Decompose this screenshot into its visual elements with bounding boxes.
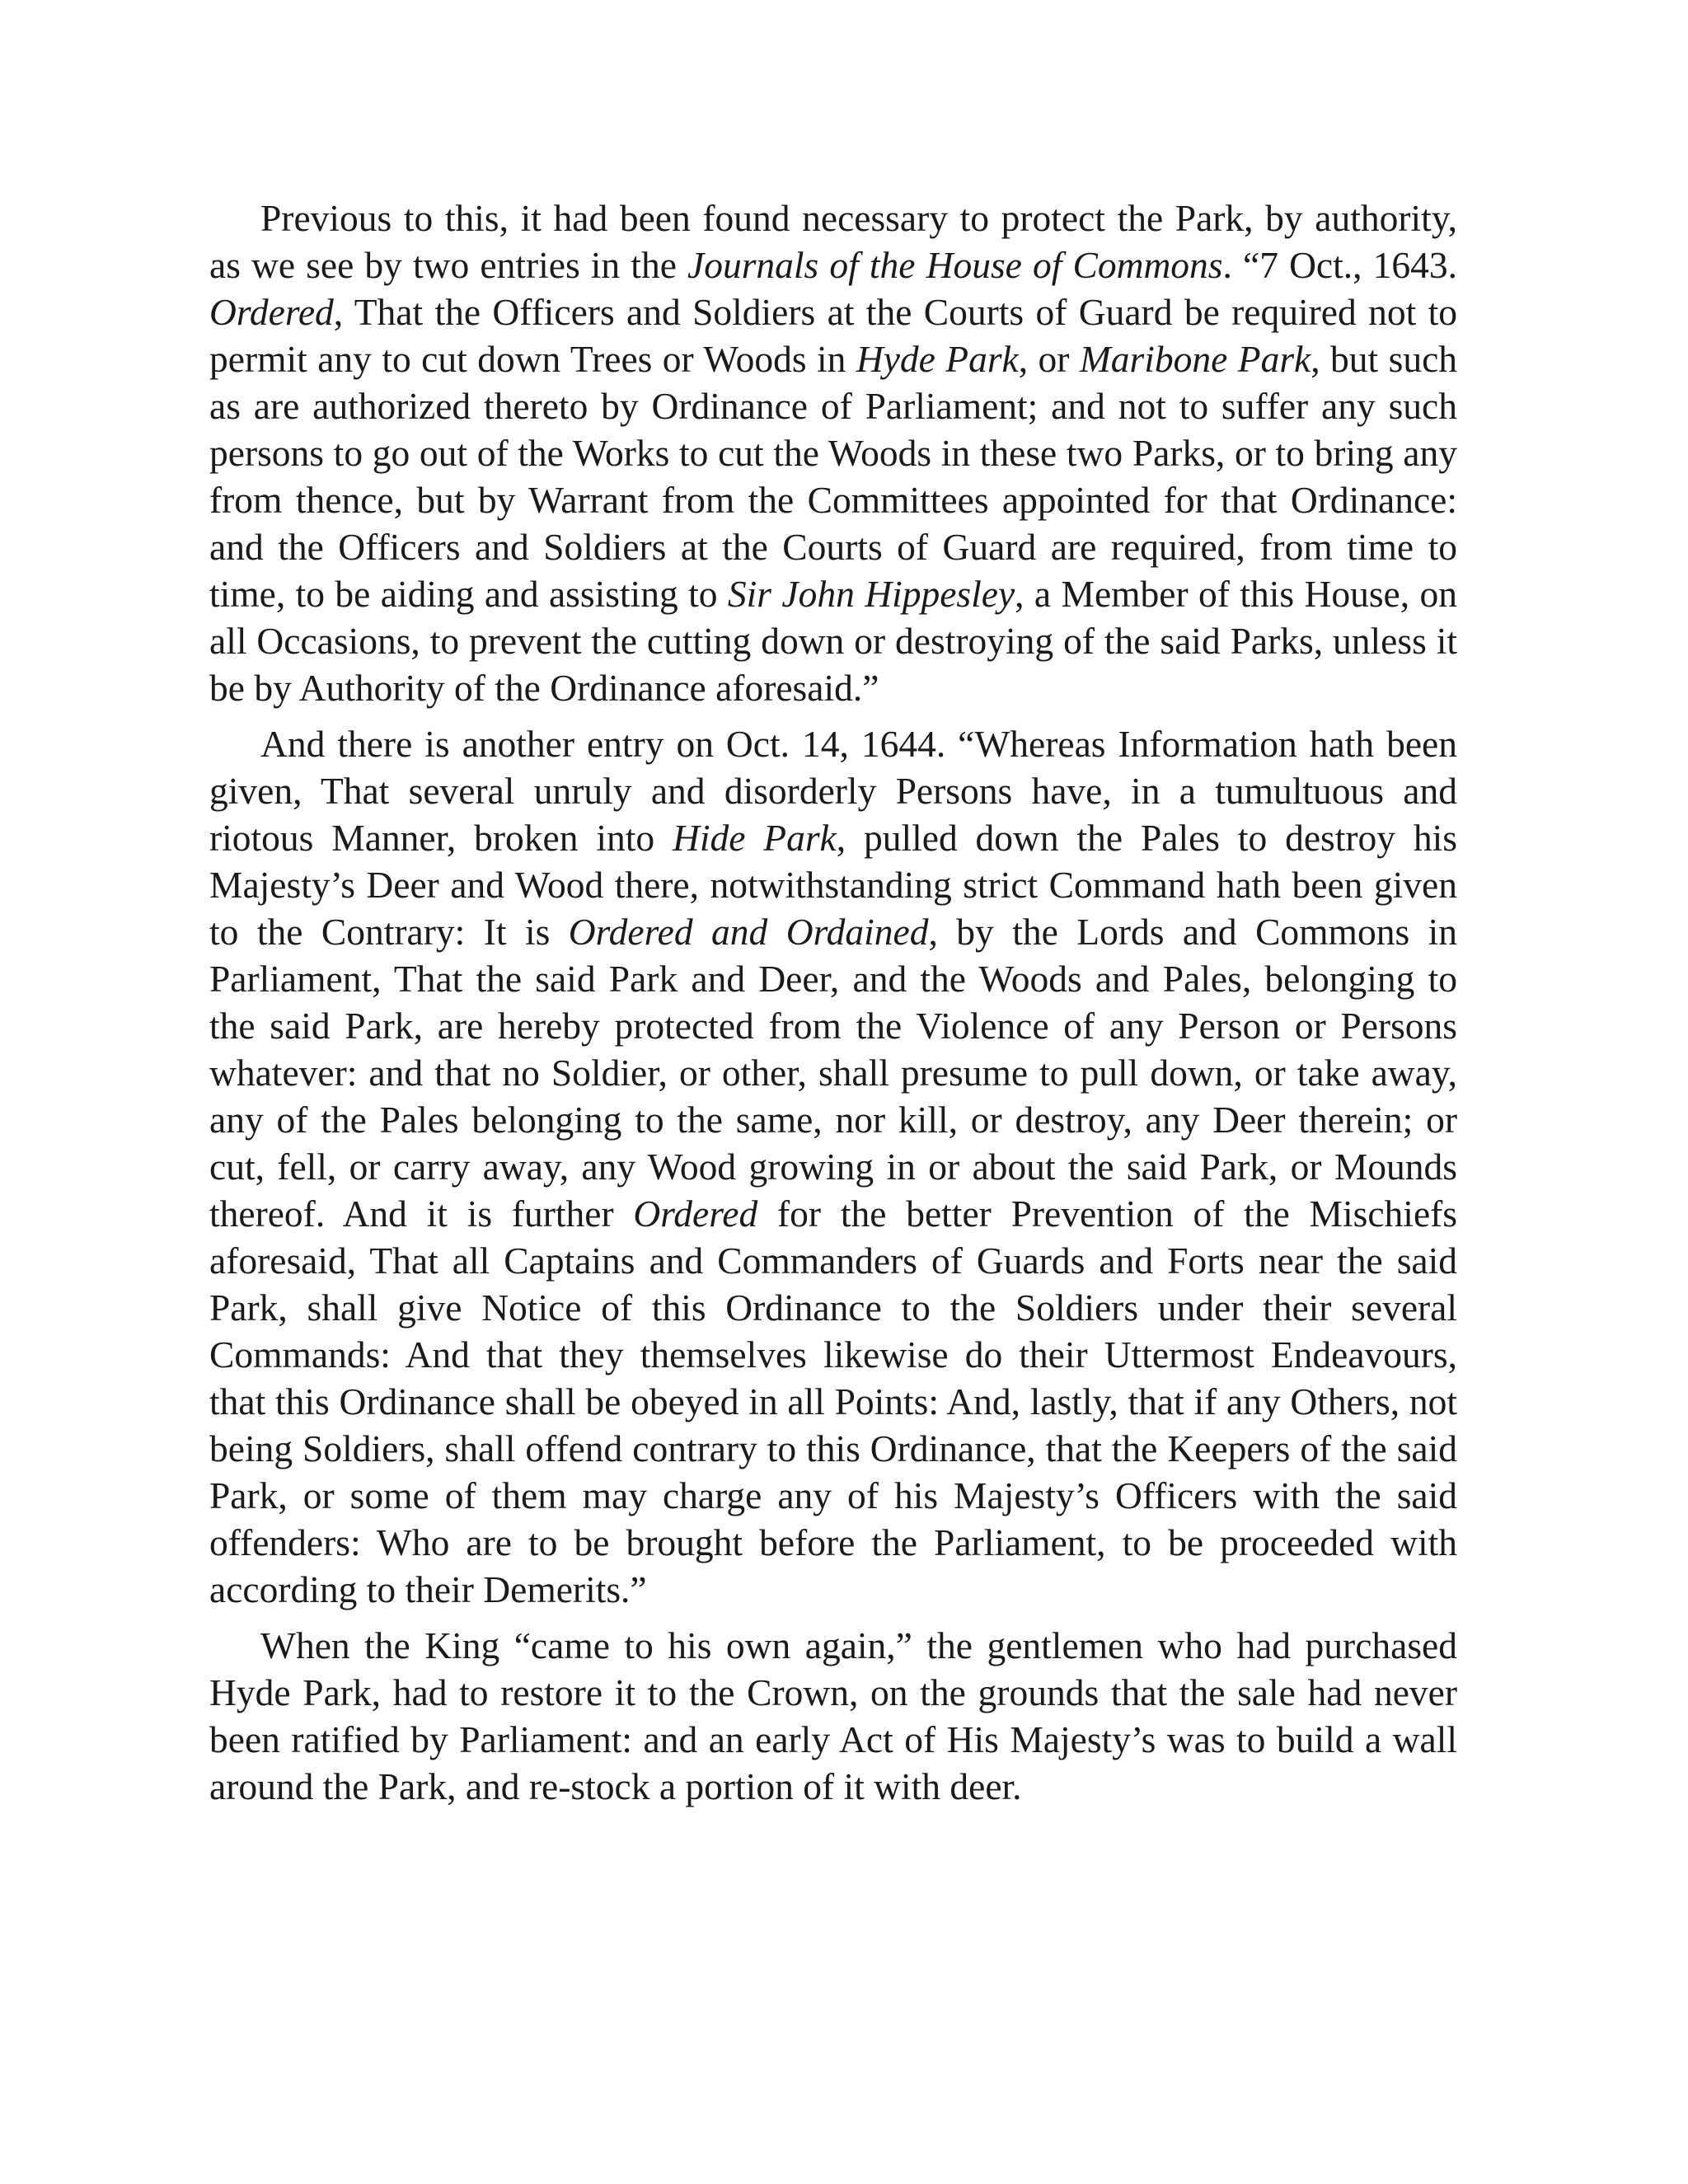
journal-title-italic: Journals of the House of Commons <box>687 244 1223 286</box>
sir-john-hippesley-italic: Sir John Hippesley <box>727 573 1015 615</box>
paragraph-2-text: , pulled down the Pales to destroy his Majesty’s Deer and Wood there, notwithstanding strict Command hath been given to the Contrary: It is <box>209 817 1458 953</box>
maribone-park-italic: Maribone Park <box>1079 338 1311 380</box>
hyde-park-italic: Hyde Park <box>856 338 1019 380</box>
paragraph-2-text: for the better Prevention of the Mischiefs aforesaid, That all Captains and Commanders of Guards and Forts near the said Park, shall give Notice of this Ordinance to the Soldiers under their several Commands: And that they themselves likewise do their Uttermost Endeavours, that this Ordinance shall be obeyed in all Points: And, lastly, that if any Others, not being Soldiers, shall offend contrary to this Ordinance, that the Keepers of the said Park, or some of them may charge any of his Majesty’s Officers with the said offenders: Who are to be brought before the Parliament, to be proceeded with according to their Demerits.” <box>209 1193 1458 1610</box>
paragraph-1-text: Previous to this, it had been found necessary to protect the Park, by authority, as we see by two entries in the <box>209 197 1457 286</box>
paragraph-1-text: , a Member of this House, on all Occasions, to prevent the cutting down or destroying of the said Parks, unless it be by Authority of the Ordinance aforesaid.” <box>209 573 1457 709</box>
ordered-italic: Ordered <box>209 291 334 333</box>
paragraph-3-text: When the King “came to his own again,” the gentlemen who had purchased Hyde Park, had to restore it to the Crown, on the grounds that the sale had never been ratified by Parliament: and an early Act of His Majesty’s was to build a wall around the Park, and re-stock a portion of it with deer. <box>209 1624 1457 1807</box>
paragraph-1-text: , or <box>1018 338 1080 380</box>
paragraph-1 <box>209 194 1457 711</box>
document-page <box>209 194 1457 1810</box>
paragraph-3 <box>209 1622 1457 1810</box>
ordered-italic: Ordered <box>633 1193 758 1235</box>
paragraph-2-text: And there is another entry on Oct. 14, 1644. “Whereas Information hath been given, That several unruly and disorderly Persons have, in a tumultuous and riotous Manner, broken into <box>209 723 1457 859</box>
hide-park-italic: Hide Park <box>673 817 837 859</box>
paragraph-1-text: . “7 Oct., 1643. <box>1222 244 1458 286</box>
ordered-and-ordained-italic: Ordered and Ordained <box>568 911 929 953</box>
paragraph-1-text: , That the Officers and Soldiers at the Courts of Guard be required not to permit any to cut down Trees or Woods in <box>209 291 1457 380</box>
paragraph-2 <box>209 720 1457 1613</box>
paragraph-1-text: , but such as are authorized thereto by Ordinance of Parliament; and not to suffer any such persons to go out of the Works to cut the Woods in these two Parks, or to bring any from thence, but by Warrant from the Committees appointed for that Ordinance: and the Officers and Soldiers at the Courts of Guard are required, from time to time, to be aiding and assisting to <box>209 338 1458 615</box>
paragraph-2-text: , by the Lords and Commons in Parliament, That the said Park and Deer, and the Woods and Pales, belonging to the said Park, are hereby protected from the Violence of any Person or Persons whatever: and that no Soldier, or other, shall presume to pull down, or take away, any of the Pales belonging to the same, nor kill, or destroy, any Deer therein; or cut, fell, or carry away, any Wood growing in or about the said Park, or Mounds thereof. And it is further <box>209 911 1458 1235</box>
